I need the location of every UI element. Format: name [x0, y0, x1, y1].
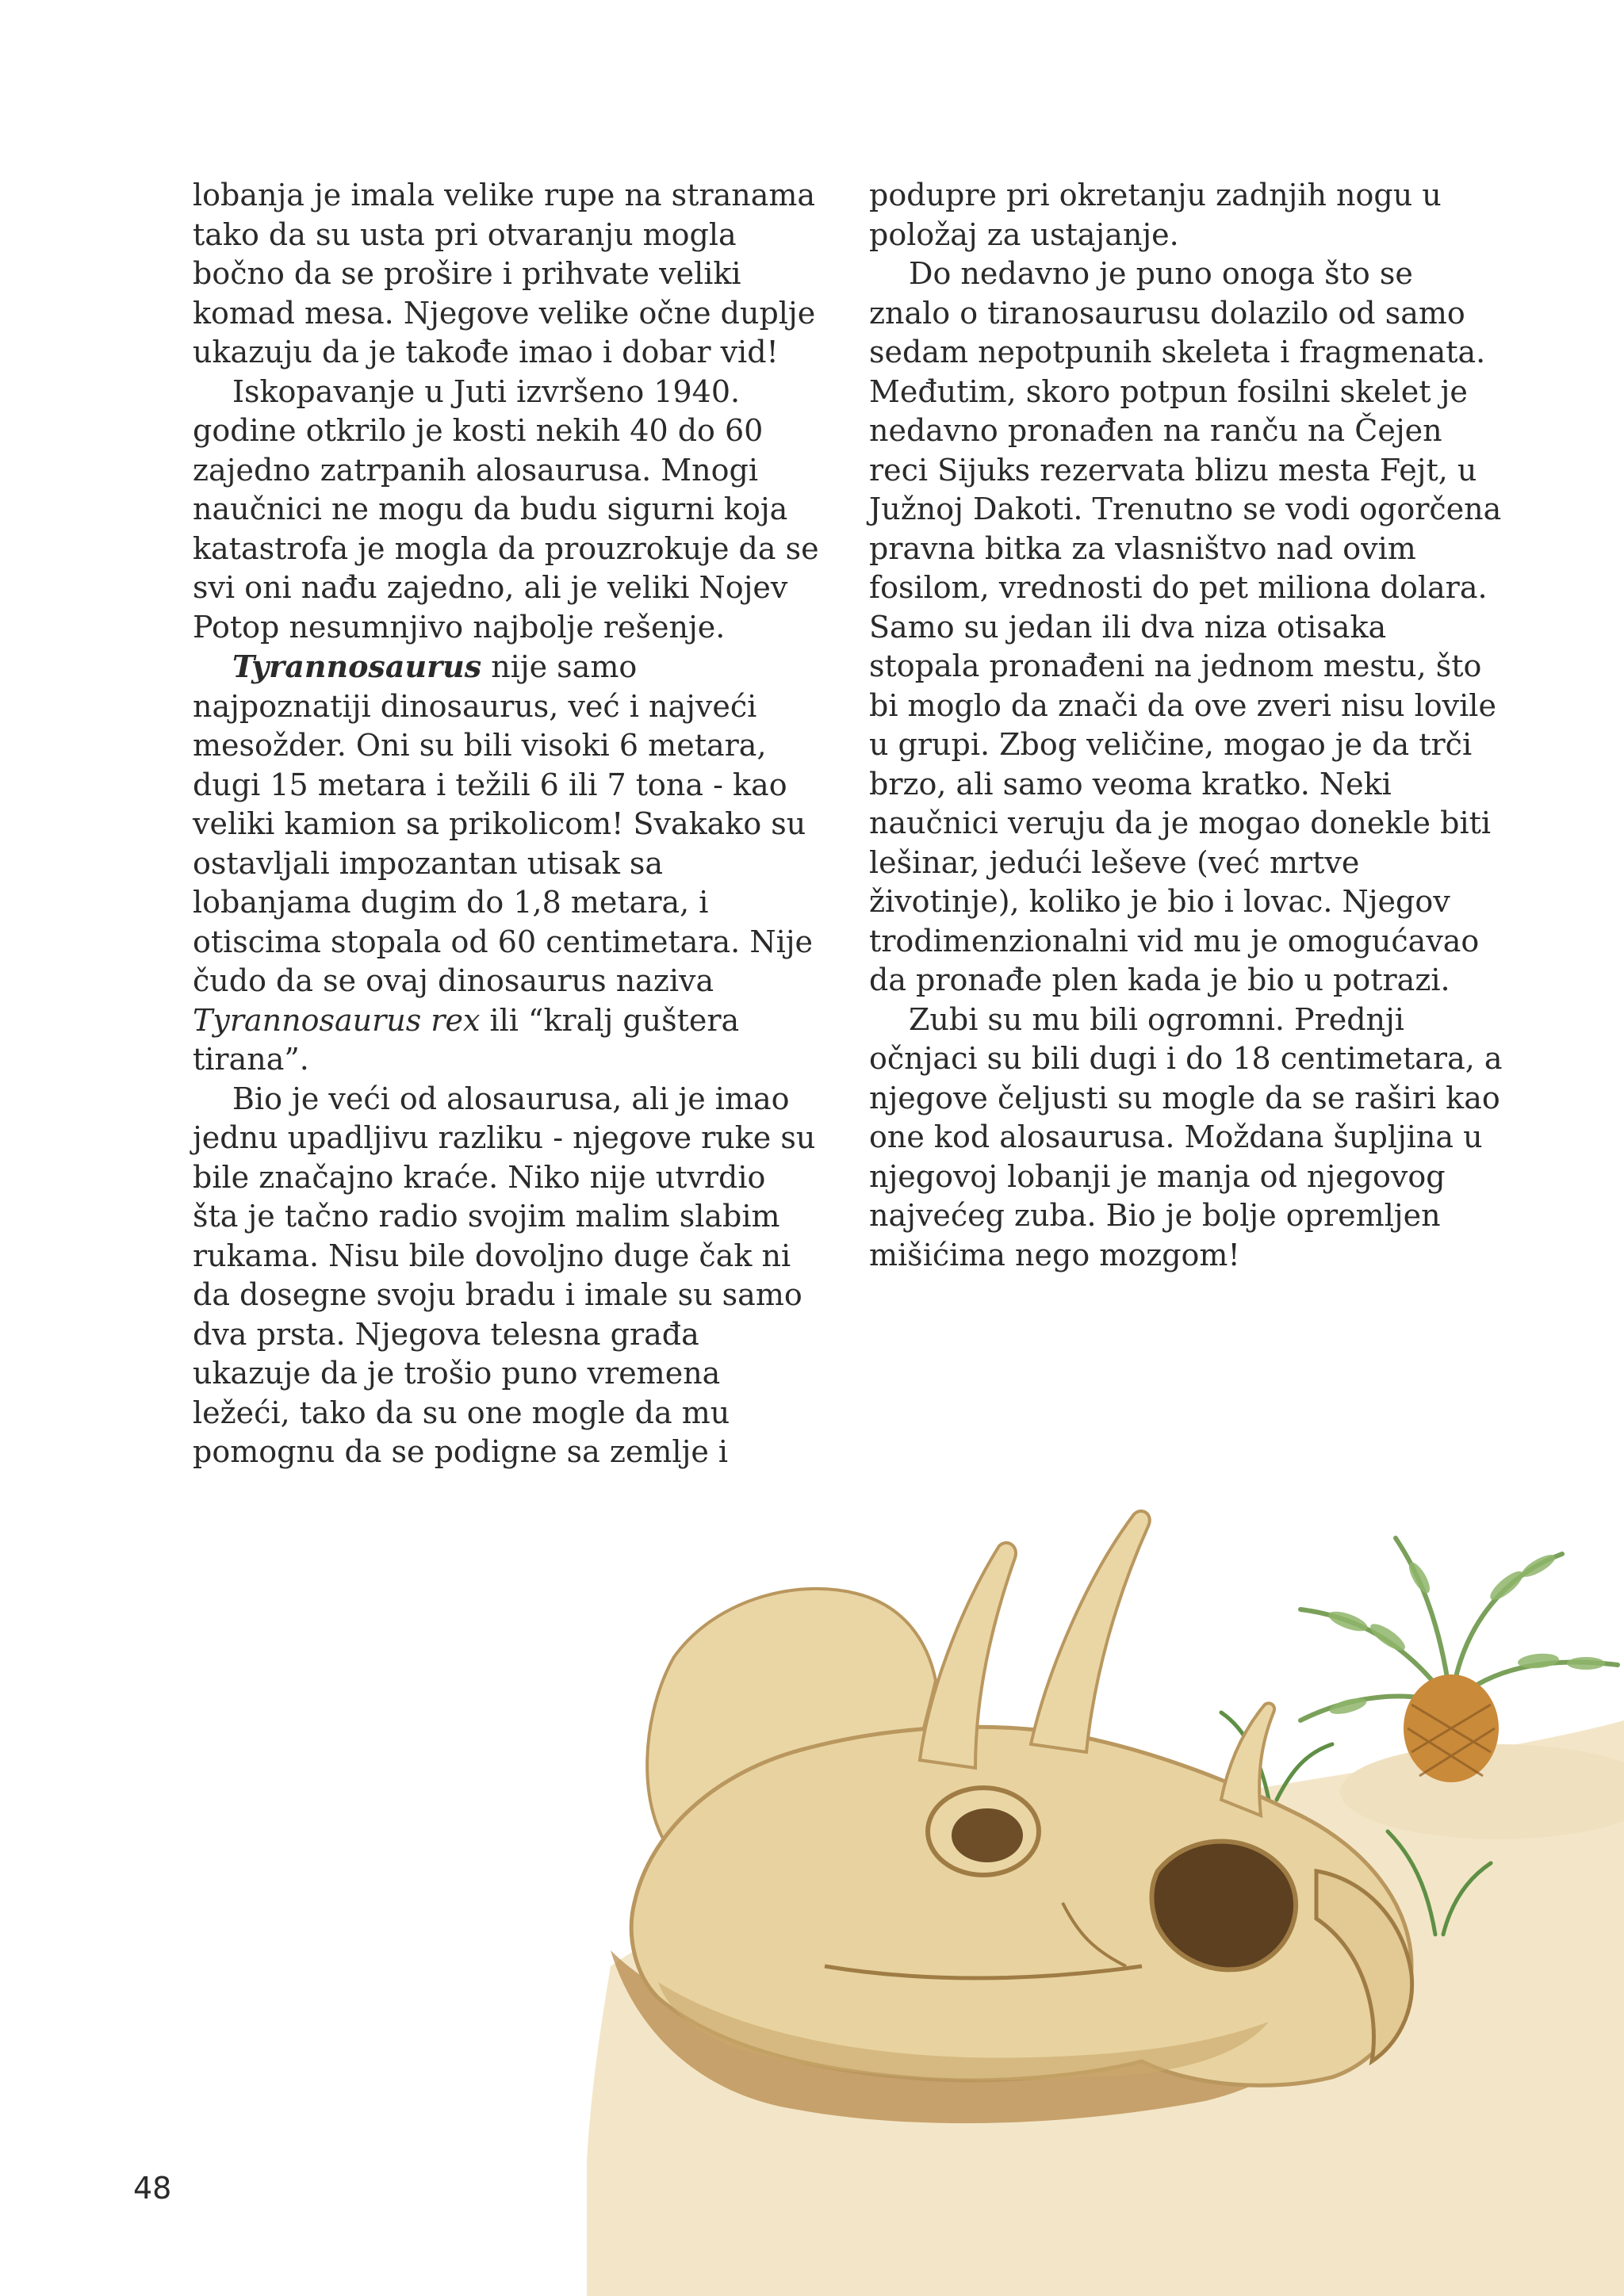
paragraph: Bio je veći od alosaurusa, ali je imao jednu upadljivu razliku - njegove ruke su bile značajno kraće. Niko nije utvrdio šta je tačno radio svojim malim slabim rukama. Nisu bile dovoljno duge čak ni da dosegne svoju bradu i imale su samo dva prsta. Njegova telesna građa ukazuje da je trošio puno vremena ležeći, tako da su one mogle da mu pomognu da se podigne sa zemlje i	[193, 1081, 816, 1469]
right-column	[869, 176, 1503, 1275]
species-name: Tyrannosaurus rex	[193, 1002, 481, 1038]
eye-socket-hole	[952, 1808, 1023, 1862]
nasal-opening	[1152, 1842, 1297, 1970]
paragraph: podupre pri okretanju zadnjih nogu u položaj za ustajanje.	[869, 178, 1442, 252]
triceratops-skull-illustration	[587, 1459, 1624, 2296]
paragraph: lobanja je imala velike rupe na stranama tako da su usta pri otvaranju mogla bočno da se prošire i prihvate veliki komad mesa. Njegove velike očne duplje ukazuju da je takođe imao i dobar vid!	[193, 178, 816, 369]
term-tyrannosaurus: Tyrannosaurus	[232, 649, 482, 684]
paragraph: Iskopavanje u Juti izvršeno 1940. godine otkrilo je kosti nekih 40 do 60 zajedno zatrpanih alosaurusa. Mnogi naučnici ne mogu da budu sigurni koja katastrofa je mogla da prouzrokuje da se svi oni nađu zajedno, ali je veliki Nojev Potop nesumnjivo najbolje rešenje.	[193, 373, 819, 645]
left-column	[193, 176, 819, 1472]
paragraph-text: nije samo najpoznatiji dinosaurus, već i najveći mesožder. Oni su bili visoki 6 metara, dugi 15 metara i težili 6 ili 7 tona - kao veliki kamion sa prikolicom! Svakako su ostavljali impozantan utisak sa lobanjama dugim do 1,8 metara, i otiscima stopala od 60 centimetara. Nije čudo da se ovaj dinosaurus naziva	[193, 649, 814, 998]
paragraph	[193, 647, 819, 1080]
horn-right	[1031, 1511, 1150, 1752]
paragraph: Zubi su mu bili ogromni. Prednji očnjaci su bili dugi i do 18 centimetara, a njegove čeljusti su mogle da se raširi kao one kod alosaurusa. Moždana šupljina u njegovoj lobanji je manja od njegovog najvećeg zuba. Bio je bolje opremljen mišićima nego mozgom!	[869, 1001, 1503, 1272]
paragraph-text: ili “kralj guštera tirana”.	[193, 1002, 740, 1077]
page-number: 48	[133, 2171, 172, 2206]
paragraph: Do nedavno je puno onoga što se znalo o tiranosaurusu dolazilo od samo sedam nepotpunih skeleta i fragmenata. Međutim, skoro potpun fosilni skelet je nedavno pronađen na ranču na Čejen reci Sijuks rezervata blizu mesta Fejt, u Južnoj Dakoti. Trenutno se vodi ogorčena pravna bitka za vlasništvo nad ovim fosilom, vrednosti do pet miliona dolara. Samo su jedan ili dva niza otisaka stopala pronađeni na jednom mestu, što bi moglo da znači da ove zveri nisu lovile u grupi. Zbog veličine, mogao je da trči brzo, ali samo veoma kratko. Neki naučnici veruju da je mogao donekle biti lešinar, jedući leševe (već mrtve životinje), koliko je bio i lovac. Njegov trodimenzionalni vid mu je omogućavao da pronađe plen kada je bio u potrazi.	[869, 256, 1502, 997]
